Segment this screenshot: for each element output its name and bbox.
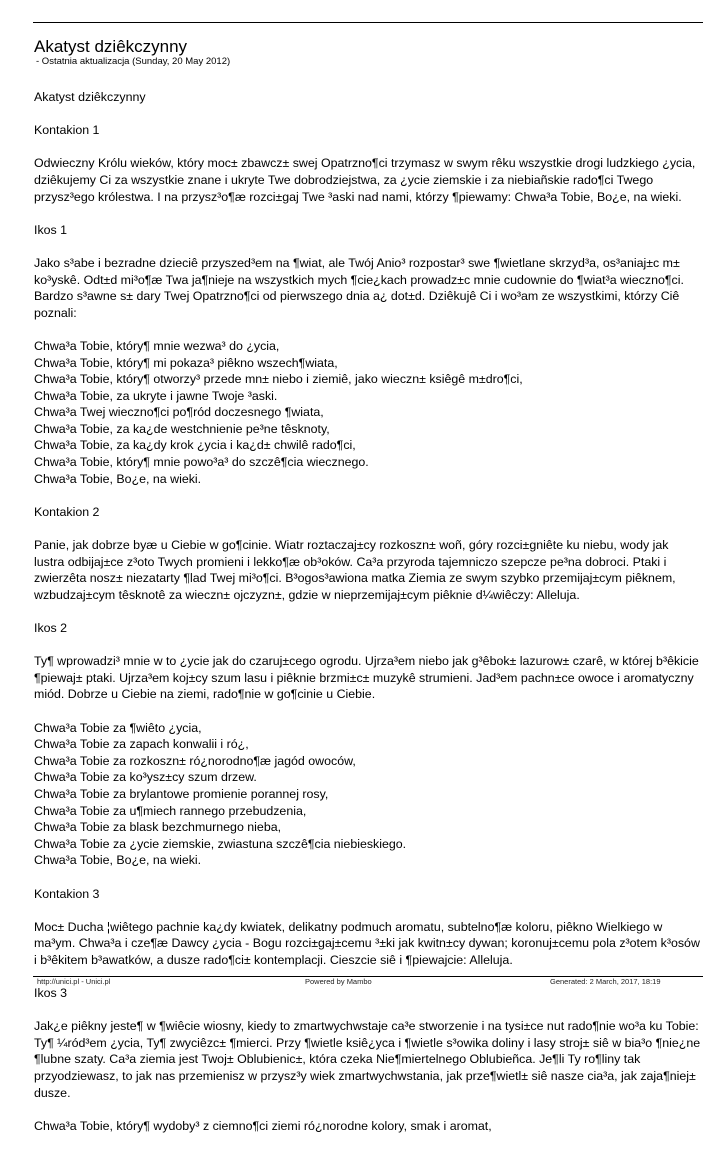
praise-line: Chwa³a Tobie, Bo¿e, na wieki. — [34, 853, 202, 868]
praise-line: Chwa³a Tobie, który¶ otworzy³ przede mn± niebo i ziemiê, jako wieczn± ksiêgê m±dro¶ci, — [34, 372, 523, 387]
praise-line: Chwa³a Tobie, który¶ mnie wezwa³ do ¿ycia, — [34, 338, 280, 353]
ikos-3-text: Jak¿e piêkny jeste¶ w ¶wiêcie wiosny, kiedy to zmartwychwstaje ca³e stworzenie i na tysi±ce nut rado¶nie wo³a ku Tobie: Ty¶ ¼ród³em ¿ycia, Ty¶ zwyciêzc± ¶mierci. Przy ¶wietle ksiê¿yca i ¶wietle s³owika doliny i lasy stroj± siê w bia³o ¶nie¿ne ¶lubne szaty. Ca³a ziemia jest Twoj± Oblubienic±, która czeka Nie¶miertelnego Oblubieñca. Je¶li Ty ro¶liny tak przyodziewasz, to jak nas przemienisz w przysz³y wiek zmartwychwstania, jak prze¶wietl± siê nasze cia³a, jak zaja¶niej± dusze. — [34, 1019, 701, 1100]
article-header — [34, 38, 704, 67]
kontakion-2-text: Panie, jak dobrze byæ u Ciebie w go¶cinie. Wiatr roztaczaj±cy rozkoszn± woñ, góry rozci±gniête ku niebu, wody jak lustra odbijaj±ce z³oto Twych promieni i lekko¶æ ob³oków. Ca³a przyroda tajemniczo szepcze pe³na dobroci. Ptaki i zwierzêta nosz± niezatarty ¶lad Twej mi³o¶ci. B³ogos³awiona matka Ziemia ze swym szybko przemijaj±cym piêknem, wzbudzaj±cym têsknotê za wieczn± ojczyzn±, gdzie w nieprzemijaj±cym piêknie d¼wiêczy: Alleluja. — [34, 538, 676, 602]
praise-line: Chwa³a Tobie, Bo¿e, na wieki. — [34, 471, 202, 486]
ikos-2-title: Ikos 2 — [34, 621, 68, 635]
powered-by: Powered by Mambo — [305, 977, 372, 986]
praise-line: Chwa³a Tobie za ¶wiêto ¿ycia, — [34, 720, 202, 735]
praise-line: Chwa³a Tobie za u¶miech rannego przebudzenia, — [34, 803, 307, 818]
kontakion-1-title: Kontakion 1 — [34, 123, 100, 138]
kontakion-1-text: Odwieczny Królu wieków, który moc± zbawcz± swej Opatrzno¶ci trzymasz w swym rêku wszystkie drogi ludzkiego ¿ycia, dziêkujemy Ci za wszystkie znane i ukryte Twe dobrodziejstwa, za ¿ycie ziemskie i za niebiañskie rado¶ci Twego przysz³ego królestwa. I na przysz³o¶æ rozci±gaj Twe ³aski nad nami, którzy ¶piewamy: Chwa³a Tobie, Bo¿e, na wieki. — [34, 156, 696, 204]
kontakion-2-title: Kontakion 2 — [34, 504, 100, 519]
praise-line: Chwa³a Twej wieczno¶ci po¶ród doczesnego ¶wiata, — [34, 405, 324, 420]
praise-line: Chwa³a Tobie, za ka¿dy krok ¿ycia i ka¿d± chwilê rado¶ci, — [34, 438, 356, 453]
page-title: Akatyst dziêkczynny — [34, 37, 188, 56]
generated-date: Generated: 2 March, 2017, 18:19 — [550, 977, 661, 986]
ikos-1-text: Jako s³abe i bezradne dzieciê przyszed³em na ¶wiat, ale Twój Anio³ rozpostar³ swe ¶wietlane skrzyd³a, os³aniaj±c m± ko³yskê. Odt±d mi³o¶æ Twa ja¶nieje na wszystkich mych ¶cie¿kach prowadz±c mnie cudownie do ¶wiat³a wieczno¶ci. Bardzo s³awne s± dary Twej Opatrzno¶ci od pierwszego dnia a¿ dot±d. Dziêkujê Ci i wo³am ze wszystkimi, którzy Ciê poznali: — [34, 255, 684, 320]
site-link[interactable]: http://unici.pl - Unici.pl — [37, 977, 111, 986]
praise-line: Chwa³a Tobie, który¶ wydoby³ z ciemno¶ci ziemi ró¿norodne kolory, smak i aromat, — [34, 1118, 492, 1133]
praise-line: Chwa³a Tobie za rozkoszn± ró¿norodno¶æ jagód owoców, — [34, 753, 356, 768]
praise-line: Chwa³a Tobie za brylantowe promienie porannej rosy, — [34, 786, 329, 801]
praise-line: Chwa³a Tobie za ¿ycie ziemskie, zwiastuna szczê¶cia niebieskiego. — [34, 836, 407, 851]
praise-line: Chwa³a Tobie, za ukryte i jawne Twoje ³aski. — [34, 388, 278, 403]
praise-line: Chwa³a Tobie, który¶ mnie powo³a³ do szczê¶cia wiecznego. — [34, 455, 369, 470]
page-footer — [37, 977, 661, 987]
kontakion-3-title: Kontakion 3 — [34, 886, 100, 901]
kontakion-3-text: Moc± Ducha ¦wiêtego pachnie ka¿dy kwiatek, delikatny podmuch aromatu, subtelno¶æ koloru, piêkno Wielkiego w ma³ym. Chwa³a i cze¶æ Dawcy ¿ycia - Bogu rozci±gaj±cemu ³±ki jak kwitn±cy dywan; koronuj±cemu pola z³otem k³osów i b³êkitem b³awatków, a dusze rado¶ci± kontemplacji. Cieszcie siê i ¶piewajcie: Alleluja. — [34, 919, 700, 967]
ikos-2-text: Ty¶ wprowadzi³ mnie w to ¿ycie jak do czaruj±cego ogrodu. Ujrza³em niebo jak g³êbok± lazurow± czarê, w której b³êkicie ¶piewaj± ptaki. Ujrza³em koj±cy szum lasu i piêknie brzmi±c± muzykê strumieni. Jad³em pachn±ce owoce i aromatyczny miód. Dobrze u Ciebie na ziemi, rado¶nie w go¶cinie u Ciebie. — [34, 654, 699, 702]
article-body — [34, 89, 702, 1151]
praise-line: Chwa³a Tobie, za ka¿de westchnienie pe³ne têsknoty, — [34, 421, 330, 436]
praise-line: Chwa³a Tobie, który¶ mi pokaza³ piêkno wszech¶wiata, — [34, 355, 338, 370]
praise-line: Chwa³a Tobie za blask bezchmurnego nieba, — [34, 820, 282, 835]
top-divider — [33, 22, 703, 23]
ikos-1-praises — [34, 338, 702, 487]
praise-line: Chwa³a Tobie za zapach konwalii i ró¿, — [34, 737, 249, 752]
section-heading: Akatyst dziêkczynny — [34, 90, 146, 104]
praise-line: Chwa³a Tobie za ko³ysz±cy szum drzew. — [34, 770, 257, 785]
ikos-3-title: Ikos 3 — [34, 986, 68, 1001]
ikos-2-praises — [34, 720, 702, 869]
last-updated: - Ostatnia aktualizacja (Sunday, 20 May 2012) — [36, 56, 231, 67]
ikos-1-title: Ikos 1 — [34, 222, 68, 237]
